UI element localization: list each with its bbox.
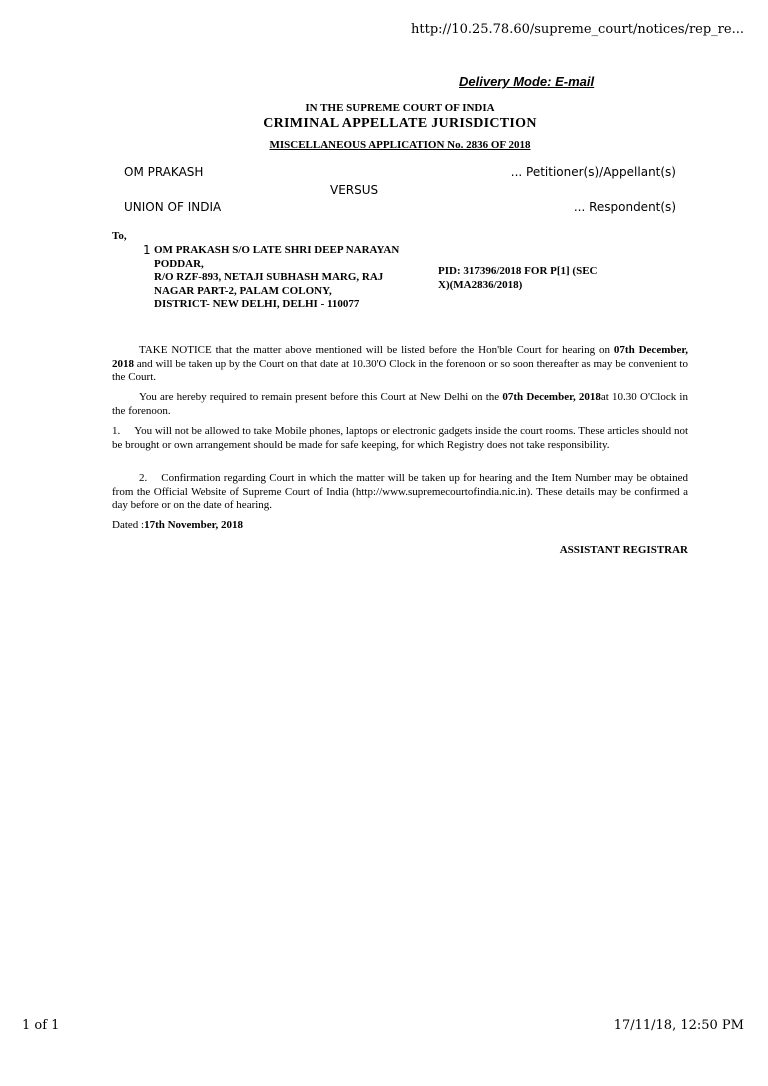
address-line: OM PRAKASH S/O LATE SHRI DEEP NARAYAN	[154, 244, 400, 256]
address-line: R/O RZF-893, NETAJI SUBHASH MARG, RAJ	[154, 271, 384, 284]
address-line: PODDAR,	[154, 257, 204, 270]
pid-line: PID: 317396/2018 FOR P[1] (SEC	[438, 265, 598, 277]
address-line: DISTRICT- NEW DELHI, DELHI - 110077	[154, 298, 360, 311]
court-name: IN THE SUPREME COURT OF INDIA	[305, 102, 495, 114]
paragraph-number: 2.	[139, 472, 148, 484]
dated-label: Dated :	[112, 519, 145, 531]
pid-line: X)(MA2836/2018)	[438, 278, 523, 291]
dated-value: 17th November, 2018	[144, 519, 243, 531]
dated-line	[112, 519, 243, 531]
notice-paragraph-1	[112, 344, 688, 385]
versus-label: VERSUS	[330, 183, 379, 197]
paragraph-text: at 10.30 O'Clock in the forenoon.	[112, 391, 688, 417]
addressee-number: 1	[143, 243, 151, 257]
print-footer-page: 1 of 1	[22, 1018, 60, 1033]
notice-paragraph-2	[112, 391, 688, 418]
paragraph-text: You will not be allowed to take Mobile phones, laptops or electronic gadgets inside the court rooms. These articles should not be brought or own arrangement should be made for safe keeping, for which Registry does not take responsibility.	[112, 425, 688, 451]
paragraph-text: Confirmation regarding Court in which the matter will be taken up for hearing and the Item Number may be obtained from the Official Website of Supreme Court of India (http://www.supremecourtofindia.nic.in). These details may be confirmed a day before or on the date of hearing.	[112, 472, 688, 512]
petitioner-name: OM PRAKASH	[124, 165, 204, 179]
paragraph-text: and will be taken up by the Court on that date at 10.30'O Clock in the forenoon or so soon thereafter as may be convenient to the Court.	[112, 357, 688, 384]
delivery-mode: Delivery Mode: E-mail	[459, 74, 595, 89]
addressee-address	[154, 244, 429, 312]
application-number: MISCELLANEOUS APPLICATION No. 2836 OF 2018	[269, 139, 531, 151]
signatory: ASSISTANT REGISTRAR	[559, 544, 688, 556]
hearing-date: 07th December, 2018	[112, 344, 688, 370]
to-label: To,	[112, 230, 127, 242]
respondent-name: UNION OF INDIA	[124, 200, 222, 214]
print-footer-timestamp: 17/11/18, 12:50 PM	[613, 1018, 744, 1033]
paragraph-text: You are hereby required to remain present before this Court at New Delhi on the	[139, 391, 503, 403]
address-line: NAGAR PART-2, PALAM COLONY,	[154, 284, 332, 297]
notice-paragraph-4	[112, 472, 688, 513]
print-header-url: http://10.25.78.60/supreme_court/notices/rep_re...	[411, 22, 744, 37]
paragraph-text: TAKE NOTICE that the matter above mentioned will be listed before the Hon'ble Court for hearing on	[139, 344, 614, 356]
jurisdiction-title: CRIMINAL APPELLATE JURISDICTION	[263, 116, 537, 131]
respondent-role: ... Respondent(s)	[573, 200, 676, 214]
paragraph-number: 1.	[112, 425, 121, 437]
petitioner-role: ... Petitioner(s)/Appellant(s)	[510, 165, 676, 179]
hearing-date: 07th December, 2018	[502, 391, 601, 403]
notice-paragraph-3	[112, 425, 688, 452]
pid-reference	[438, 265, 623, 292]
